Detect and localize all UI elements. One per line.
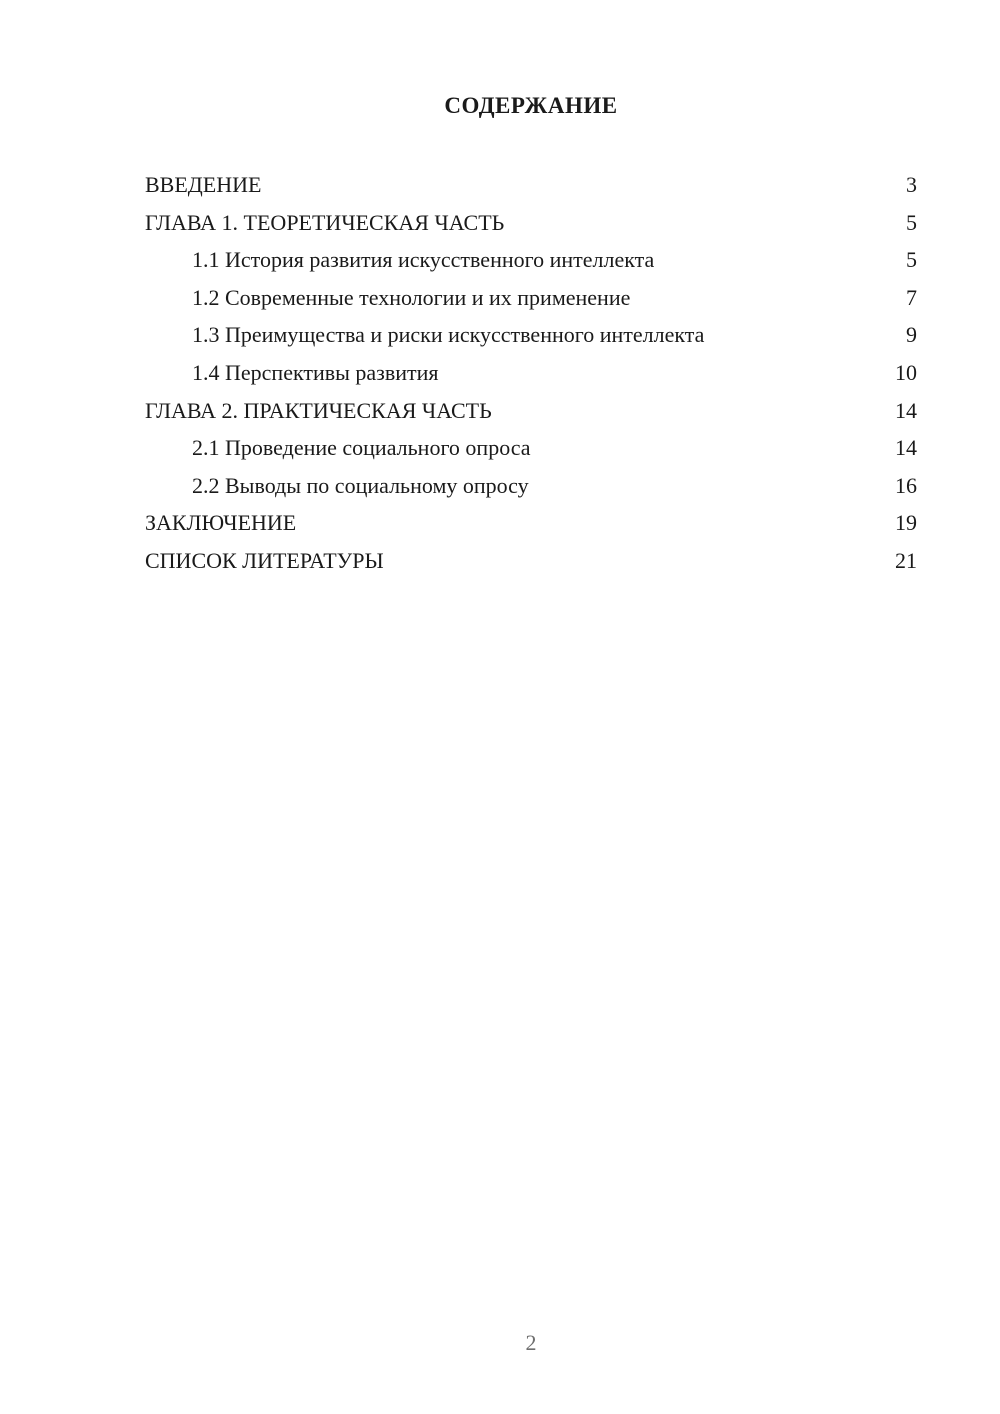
toc-entry-page-number: 7	[906, 284, 917, 310]
toc-entry-page-number: 5	[906, 209, 917, 235]
toc-entry-page-number: 19	[895, 510, 917, 536]
toc-row	[145, 241, 917, 279]
toc-row	[145, 204, 917, 242]
toc-entry-page-number: 14	[895, 435, 917, 461]
toc-entry-label: 2.1 Проведение социального опроса	[192, 435, 531, 461]
toc-row	[145, 354, 917, 392]
toc-entry-page-number: 3	[906, 172, 917, 197]
toc-row	[145, 392, 917, 430]
page-title: СОДЕРЖАНИЕ	[444, 93, 618, 118]
toc-entry-page-number: 5	[906, 247, 917, 273]
toc-entry-page-number: 14	[895, 397, 917, 423]
toc-entry-page-number: 9	[906, 322, 917, 348]
toc-entry-page-number: 10	[895, 359, 917, 385]
toc-row	[145, 504, 917, 542]
toc-entry-page-number: 16	[895, 472, 917, 498]
toc-row	[145, 467, 917, 505]
toc-entry-label: ЗАКЛЮЧЕНИЕ	[145, 510, 297, 536]
toc-entry-page-number: 21	[895, 547, 917, 573]
toc-row	[145, 279, 917, 317]
toc-entry-label: 2.2 Выводы по социальному опросу	[192, 472, 529, 498]
toc-entry-label: 1.4 Перспективы развития	[192, 359, 439, 385]
toc-entry-label: СПИСОК ЛИТЕРАТУРЫ	[145, 547, 384, 573]
toc-entry-label: 1.1 История развития искусственного интеллекта	[192, 247, 655, 273]
table-of-contents	[145, 166, 917, 580]
toc-row	[145, 429, 917, 467]
toc-row	[145, 316, 917, 354]
toc-entry-label: ВВЕДЕНИЕ	[145, 172, 262, 197]
toc-entry-label: 1.2 Современные технологии и их применение	[192, 284, 631, 310]
toc-entry-label: ГЛАВА 1. ТЕОРЕТИЧЕСКАЯ ЧАСТЬ	[145, 209, 505, 235]
toc-entry-label: ГЛАВА 2. ПРАКТИЧЕСКАЯ ЧАСТЬ	[145, 397, 492, 423]
toc-entry-label: 1.3 Преимущества и риски искусственного интеллекта	[192, 322, 705, 348]
footer-page-number: 2	[525, 1330, 537, 1355]
toc-row	[145, 166, 917, 204]
toc-row	[145, 542, 917, 580]
